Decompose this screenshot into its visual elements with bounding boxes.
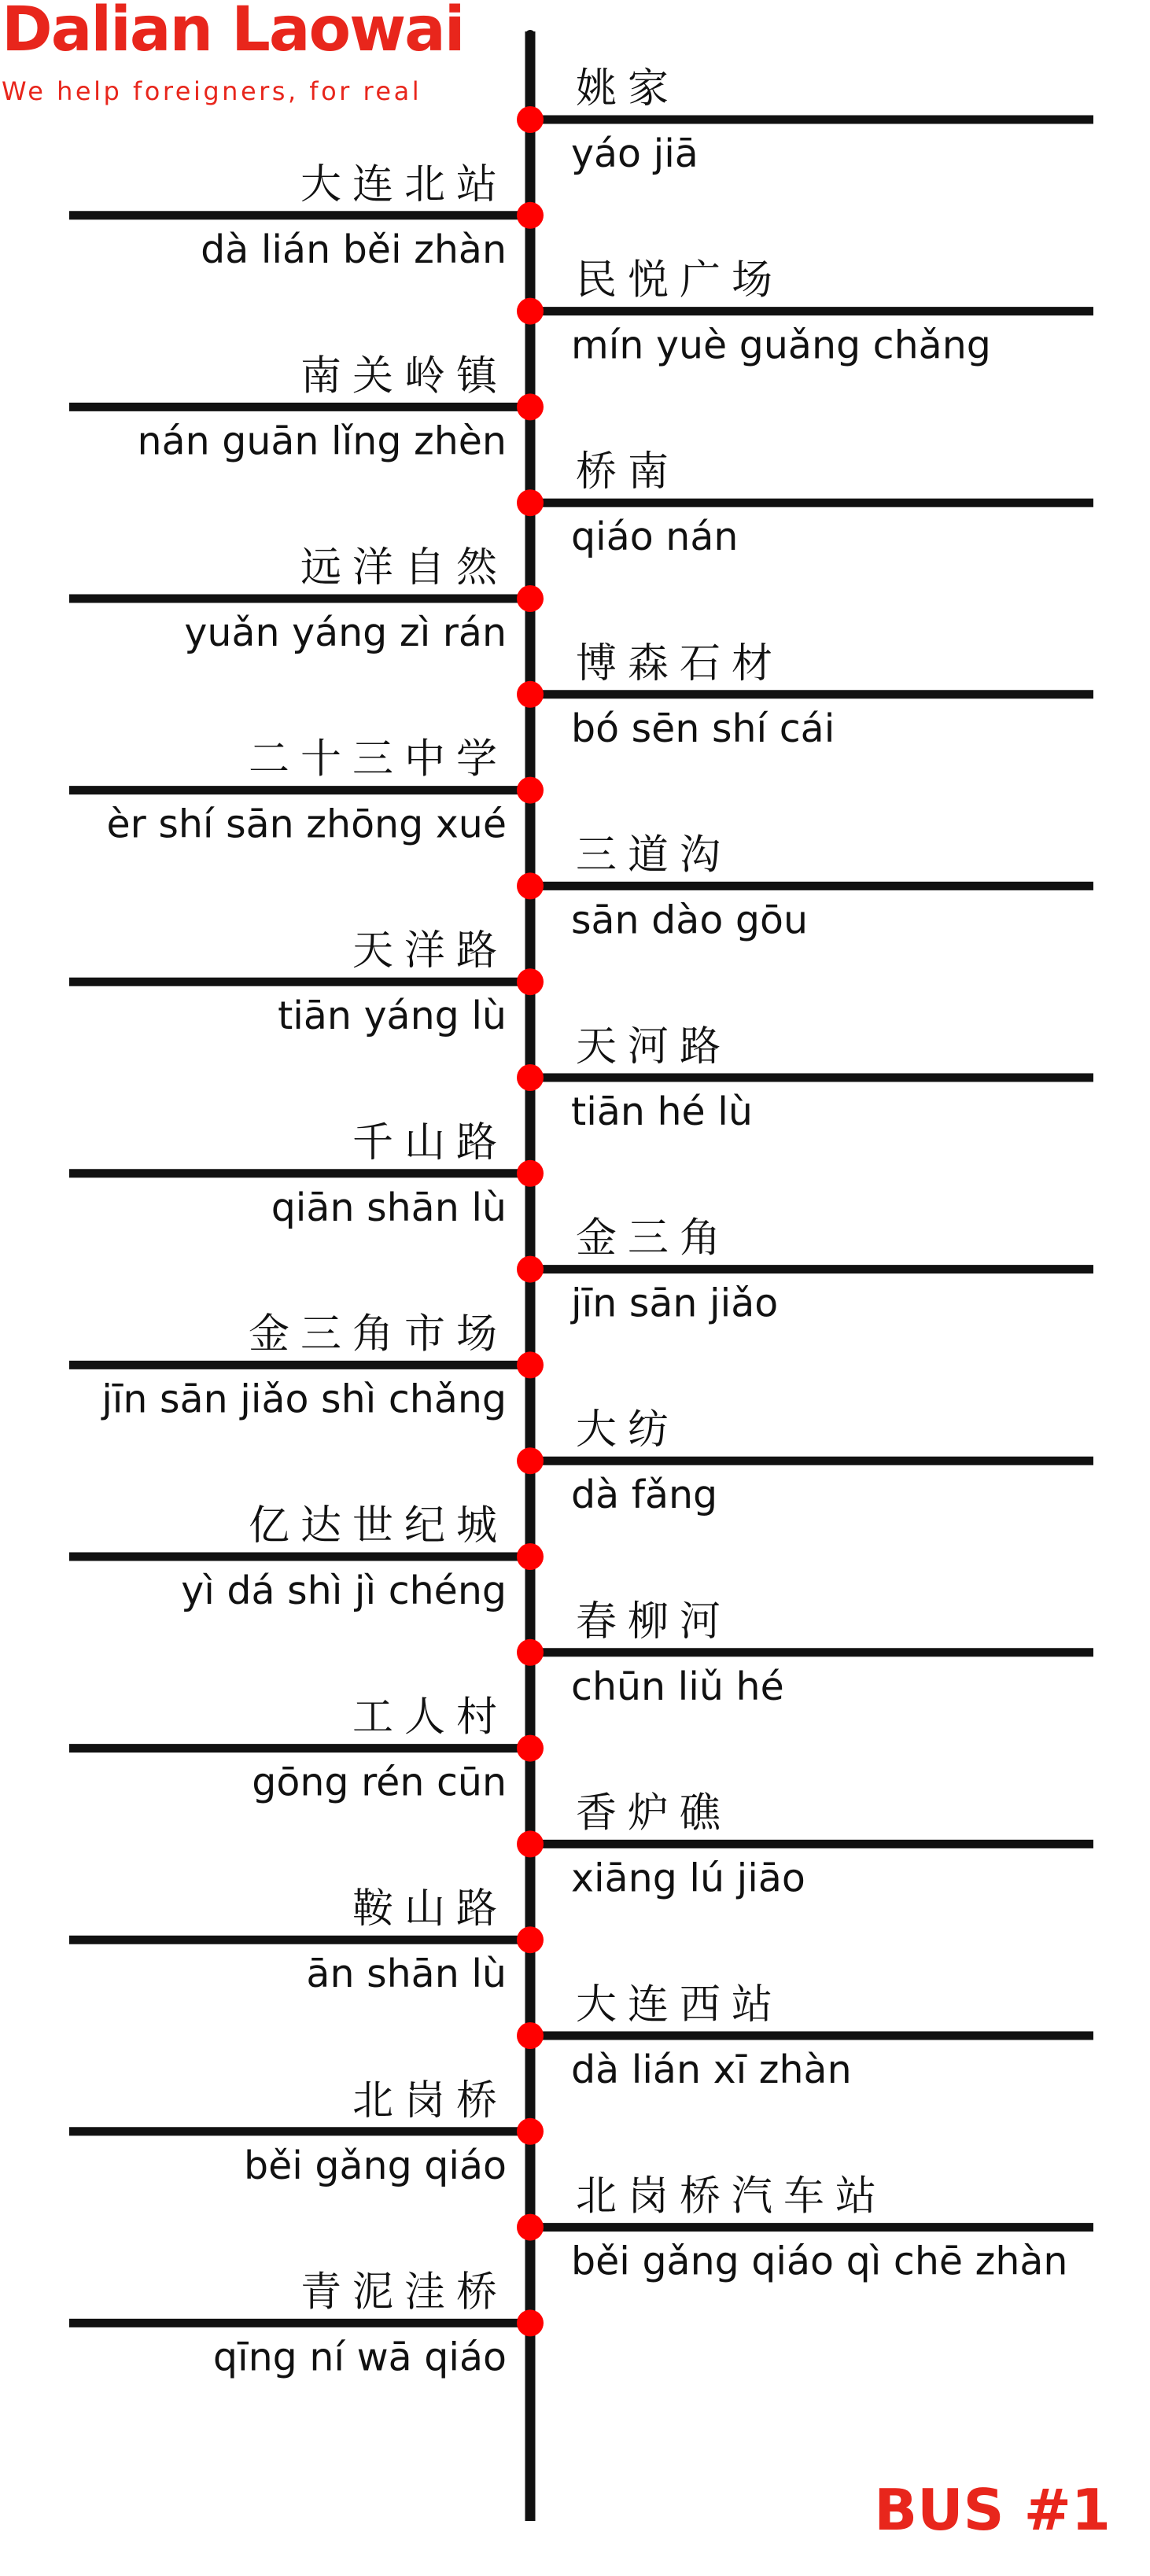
stop-hanzi-label: 金三角 xyxy=(576,1214,732,1262)
stop-hanzi-label: 远洋自然 xyxy=(300,544,508,591)
stop-pinyin-label: jīn sān jiǎo shì chǎng xyxy=(101,1376,507,1422)
stop-18 xyxy=(69,1694,544,1805)
stop-pinyin-label: gōng rén cūn xyxy=(252,1760,507,1805)
stop-13 xyxy=(517,1215,1093,1326)
stop-dot xyxy=(517,1543,544,1570)
stop-dot xyxy=(517,1830,544,1857)
stop-pinyin-label: chūn liǔ hé xyxy=(571,1664,784,1709)
stop-dot xyxy=(517,393,544,420)
stop-hanzi-label: 青泥洼桥 xyxy=(300,2268,508,2316)
stop-7 xyxy=(517,640,1093,751)
logo-tagline: We help foreigners, for real xyxy=(2,76,422,106)
stop-16 xyxy=(69,1502,544,1613)
stop-dot xyxy=(517,872,544,899)
stop-5 xyxy=(517,448,1093,559)
stop-hanzi-label: 北岗桥汽车站 xyxy=(576,2172,888,2220)
stop-hanzi-label: 北岗桥 xyxy=(352,2077,508,2125)
stop-hanzi-label: 亿达世纪城 xyxy=(248,1502,508,1550)
stop-pinyin-label: ān shān lù xyxy=(306,1951,507,1997)
stop-pinyin-label: dà lián běi zhàn xyxy=(201,227,507,272)
stop-hanzi-label: 三道沟 xyxy=(576,831,732,879)
stop-hanzi-label: 民悦广场 xyxy=(576,256,784,304)
stop-hanzi-label: 金三角市场 xyxy=(248,1310,508,1358)
stop-dot xyxy=(517,298,544,325)
stop-6 xyxy=(69,544,544,655)
stop-pinyin-label: xiāng lú jiāo xyxy=(571,1856,805,1901)
bus-route-label: BUS #1 xyxy=(874,2477,1111,2543)
stop-hanzi-label: 天河路 xyxy=(576,1023,732,1071)
stop-hanzi-label: 姚家 xyxy=(576,65,680,112)
stop-23 xyxy=(517,2173,1093,2284)
stop-hanzi-label: 春柳河 xyxy=(576,1598,732,1645)
stop-3 xyxy=(517,257,1093,368)
stop-pinyin-label: tiān hé lù xyxy=(571,1089,753,1134)
stop-pinyin-label: qiáo nán xyxy=(571,514,739,560)
stop-dot xyxy=(517,106,544,133)
stop-pinyin-label: sān dào gōu xyxy=(571,897,809,943)
stop-hanzi-label: 天洋路 xyxy=(352,927,508,975)
stop-pinyin-label: dà fǎng xyxy=(571,1472,718,1518)
stop-2 xyxy=(69,161,544,272)
stop-pinyin-label: èr shí sān zhōng xué xyxy=(106,802,507,847)
stop-dot xyxy=(517,1639,544,1666)
stop-21 xyxy=(517,1981,1093,2092)
stop-dot xyxy=(517,202,544,229)
stop-pinyin-label: yáo jiā xyxy=(571,131,698,176)
stop-dot xyxy=(517,777,544,804)
stop-dot xyxy=(517,489,544,516)
stop-dot xyxy=(517,681,544,708)
stop-dot xyxy=(517,2022,544,2049)
stop-20 xyxy=(69,1885,544,1996)
stop-dot xyxy=(517,2118,544,2145)
stop-dot xyxy=(517,2309,544,2336)
stop-dot xyxy=(517,1926,544,1953)
stop-dot xyxy=(517,968,544,995)
stop-dot xyxy=(517,1351,544,1378)
stop-dot xyxy=(517,1256,544,1283)
stop-dot xyxy=(517,1160,544,1187)
stop-1 xyxy=(517,65,1093,176)
stop-hanzi-label: 二十三中学 xyxy=(248,735,508,783)
stop-22 xyxy=(69,2077,544,2188)
stop-pinyin-label: bó sēn shí cái xyxy=(571,706,835,751)
stop-pinyin-label: jīn sān jiǎo xyxy=(571,1281,779,1326)
stop-hanzi-label: 鞍山路 xyxy=(352,1885,508,1933)
stop-19 xyxy=(517,1789,1093,1900)
stop-pinyin-label: běi gǎng qiáo qì chē zhàn xyxy=(571,2239,1068,2284)
stop-dot xyxy=(517,1447,544,1474)
stop-dot xyxy=(517,2214,544,2241)
stop-4 xyxy=(69,352,544,463)
stop-dot xyxy=(517,585,544,612)
stop-17 xyxy=(517,1598,1093,1709)
stop-hanzi-label: 桥南 xyxy=(576,448,680,496)
stop-12 xyxy=(69,1119,544,1230)
stop-dot xyxy=(517,1064,544,1091)
stop-24 xyxy=(69,2268,544,2379)
stop-11 xyxy=(517,1023,1093,1134)
stop-hanzi-label: 工人村 xyxy=(352,1693,508,1741)
stop-hanzi-label: 大纺 xyxy=(576,1406,680,1454)
stop-pinyin-label: yuǎn yáng zì rán xyxy=(184,610,507,655)
stop-15 xyxy=(517,1406,1093,1517)
stop-pinyin-label: mín yuè guǎng chǎng xyxy=(571,322,991,368)
stop-pinyin-label: nán guān lǐng zhèn xyxy=(137,418,507,464)
stop-hanzi-label: 博森石材 xyxy=(576,639,784,687)
route-trunk-cap xyxy=(525,30,535,39)
stop-hanzi-label: 大连北站 xyxy=(300,160,508,208)
stops-layer xyxy=(69,65,1093,2379)
stop-hanzi-label: 南关岭镇 xyxy=(300,352,508,400)
stop-dot xyxy=(517,1735,544,1762)
stop-10 xyxy=(69,927,544,1038)
stop-14 xyxy=(69,1310,544,1421)
stop-pinyin-label: běi gǎng qiáo xyxy=(243,2143,507,2188)
stop-pinyin-label: yì dá shì jì chéng xyxy=(181,1568,507,1613)
stop-pinyin-label: qiān shān lù xyxy=(271,1185,507,1230)
stop-hanzi-label: 香炉礁 xyxy=(576,1789,732,1837)
stop-pinyin-label: dà lián xī zhàn xyxy=(571,2047,852,2092)
stop-8 xyxy=(69,736,544,847)
stop-pinyin-label: qīng ní wā qiáo xyxy=(212,2335,507,2380)
stop-hanzi-label: 千山路 xyxy=(352,1118,508,1166)
stop-hanzi-label: 大连西站 xyxy=(576,1981,784,2029)
stop-9 xyxy=(517,831,1093,942)
logo-name: Dalian Laowai xyxy=(2,0,464,65)
stop-pinyin-label: tiān yáng lù xyxy=(278,993,507,1039)
